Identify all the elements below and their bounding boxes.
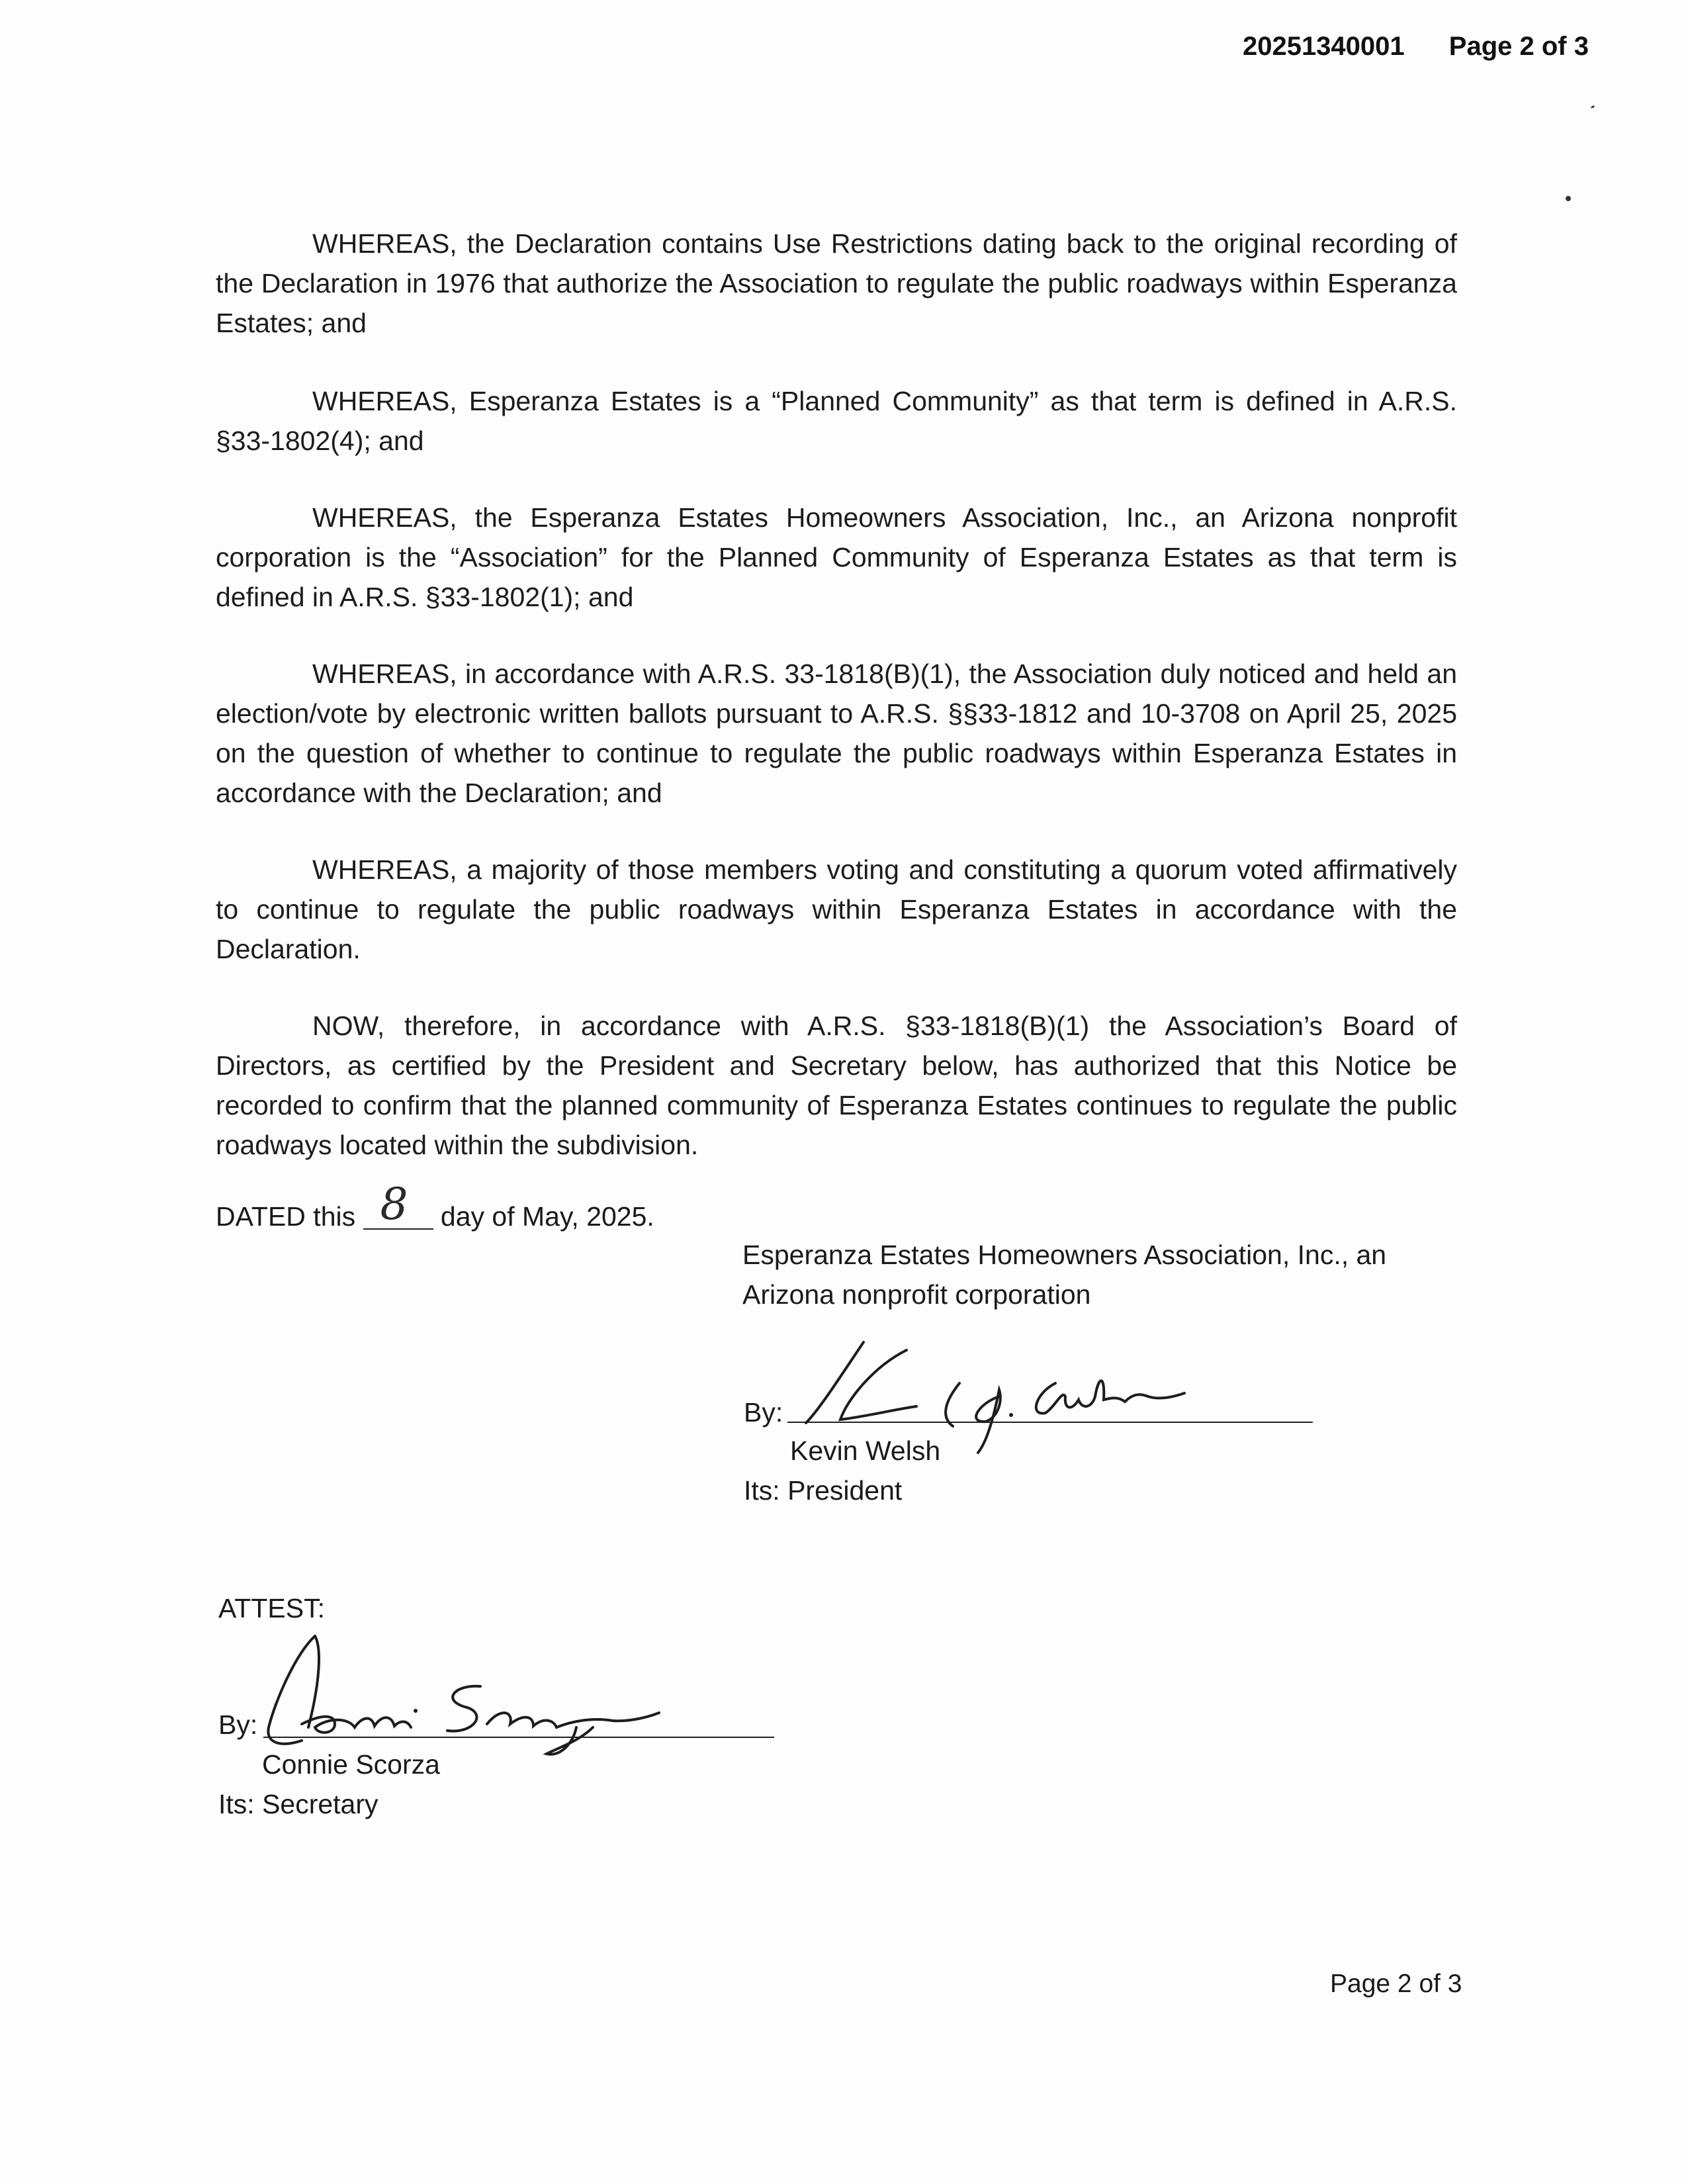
secretary-title: Its: Secretary — [218, 1789, 378, 1819]
dated-suffix: day of May, 2025. — [440, 1201, 654, 1232]
recording-header — [1243, 32, 1589, 62]
association-line: Arizona nonprofit corporation — [742, 1279, 1091, 1310]
recording-number: 20251340001 — [1242, 32, 1405, 61]
scan-speck — [1566, 196, 1571, 201]
footer-page-number: Page 2 of 3 — [1330, 1970, 1462, 1998]
dated-line — [216, 1179, 654, 1236]
recital-paragraph: WHEREAS, Esperanza Estates is a “Planned Community” as that term is defined in A.R.S. §33-1802(4); and — [216, 386, 1457, 456]
secretary-by-label: By: — [218, 1709, 258, 1740]
dated-prefix: DATED this — [216, 1201, 356, 1232]
association-line: Esperanza Estates Homeowners Association, Inc., an — [742, 1240, 1387, 1270]
recital-paragraph: WHEREAS, the Esperanza Estates Homeowners Association, Inc., an Arizona nonprofit corporation is the “Association” for the Planned Community of Esperanza Estates as that term is defined in A.R.S. §33-1802(1); and — [216, 502, 1457, 612]
recitals-body — [216, 224, 1457, 1202]
secretary-name: Connie Scorza — [262, 1749, 440, 1780]
president-title: Its: President — [744, 1475, 903, 1506]
association-block — [742, 1235, 1386, 1314]
recital-paragraph: WHEREAS, in accordance with A.R.S. 33-1818(B)(1), the Association duly noticed and held an election/vote by electronic written ballots pursuant to A.R.S. §§33-1812 and 10-3708 on April 25, 2025 on the question of whether to continue to regulate the public roadways within Esperanza Estates in accordance with the Declaration; and — [216, 659, 1457, 808]
header-page-label: Page 2 of 3 — [1448, 32, 1589, 61]
scan-speck — [1591, 105, 1595, 109]
attest-label: ATTEST: — [218, 1593, 325, 1623]
recital-paragraph: WHEREAS, the Declaration contains Use Restrictions dating back to the original recording of the Declaration in 1976 that authorize the Association to regulate the public roadways within Esperanza Estates; and — [216, 228, 1457, 338]
day-blank — [363, 1179, 433, 1230]
president-name: Kevin Welsh — [790, 1435, 941, 1466]
president-by-label: By: — [744, 1397, 783, 1428]
handwritten-day: 8 — [380, 1179, 408, 1230]
resolution-paragraph: NOW, therefore, in accordance with A.R.S. §33-1818(B)(1) the Association’s Board of Directors, as certified by the President and Secretary below, has authorized that this Notice be recorded to confirm that the planned community of Esperanza Estates continues to regulate the public roadways located within the subdivision. — [216, 1011, 1457, 1160]
recital-paragraph: WHEREAS, a majority of those members voting and constituting a quorum voted affirmatively to continue to regulate the public roadways within Esperanza Estates in accordance with the Declaration. — [216, 854, 1457, 964]
